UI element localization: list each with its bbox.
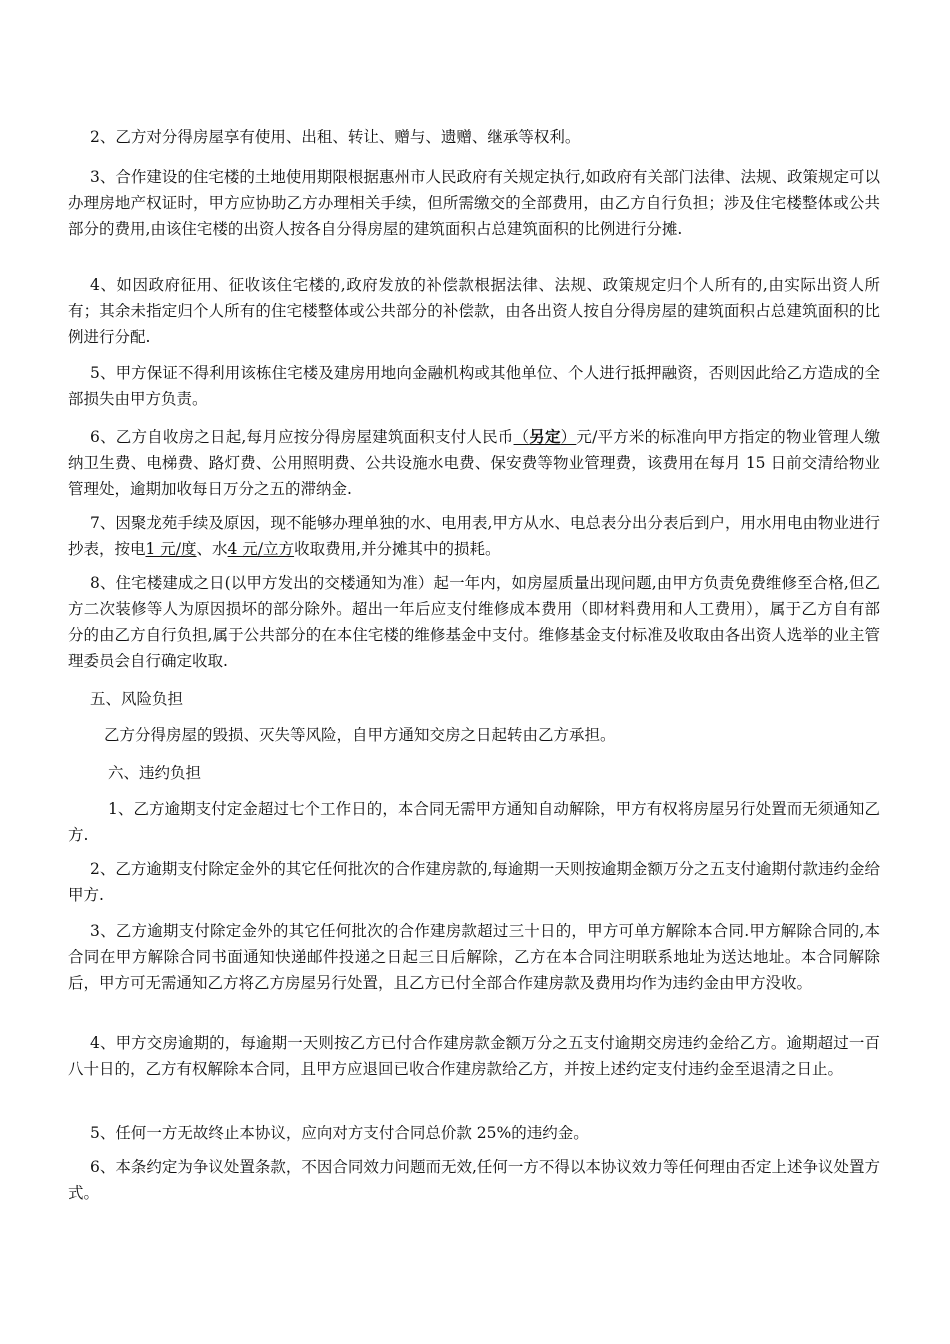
section-5-heading: 五、风险负担 bbox=[90, 690, 184, 708]
clause-6-fee-close: ） bbox=[560, 428, 577, 446]
clause-4-compensation: 4、如因政府征用、征收该住宅楼的,政府发放的补偿款根据法律、法规、政策规定归个人所有的,由实际出资人所有；其余未指定归个人所有的住宅楼整体或公共部分的补偿款，由各出资人按自分得房屋的建筑面积占总建筑面积的比例进行分配. bbox=[68, 276, 880, 346]
clause-7-text-a: 7、因聚龙苑手续及原因，现不能够办理单独的水、电用表,甲方从水、电总表分出分表后到户，用水用电由物业进行抄表，按电 bbox=[68, 514, 880, 558]
section-6-heading: 六、违约负担 bbox=[108, 764, 202, 782]
clause-6-fee-open: （ bbox=[513, 428, 530, 446]
clause-2-rights: 2、乙方对分得房屋享有使用、出租、转让、赠与、遗赠、继承等权利。 bbox=[90, 128, 581, 146]
clause-7-water-rate: 4 元/立方 bbox=[227, 540, 295, 558]
clause-3-land-use: 3、合作建设的住宅楼的土地使用期限根据惠州市人民政府有关规定执行,如政府有关部门法律、法规、政策规定可以办理房地产权证时，甲方应协助乙方办理相关手续，但所需缴交的全部费用，由乙方自行负担；涉及住宅楼整体或公共部分的费用,由该住宅楼的出资人按各自分得房屋的建筑面积占总建筑面积的比例进行分摊. bbox=[68, 168, 880, 238]
clause-6-property-fee bbox=[68, 424, 880, 502]
breach-clause-1: 1、乙方逾期支付定金超过七个工作日的，本合同无需甲方通知自动解除，甲方有权将房屋另行处置而无须通知乙方. bbox=[68, 800, 880, 844]
clause-6-text-b: 元/平方米的标准向甲方指定的物业管理人缴纳卫生费、电梯费、路灯费、公用照明费、公共设施水电费、保安费等物业管理费，该费用在每月 15 日前交清给物业管理处，逾期加收每日万分之五的滞纳金. bbox=[68, 428, 880, 498]
clause-7-electric-rate: 1 元/度 bbox=[145, 540, 197, 558]
clause-6-fee-blank bbox=[514, 428, 577, 446]
clause-8-warranty: 8、住宅楼建成之日(以甲方发出的交楼通知为准）起一年内，如房屋质量出现问题,由甲方负责免费维修至合格,但乙方二次装修等人为原因损坏的部分除外。超出一年后应支付维修成本费用（即材料费用和人工费用），属于乙方自有部分的由乙方自行负担,属于公共部分的在本住宅楼的维修基金中支付。维修基金支付标准及收取由各出资人选举的业主管理委员会自行确定收取. bbox=[68, 574, 880, 670]
clause-6-text-a: 6、乙方自收房之日起,每月应按分得房屋建筑面积支付人民币 bbox=[90, 428, 514, 446]
breach-clause-4: 4、甲方交房逾期的，每逾期一天则按乙方已付合作建房款金额万分之五支付逾期交房违约金给乙方。逾期超过一百八十日的，乙方有权解除本合同，且甲方应退回已收合作建房款给乙方，并按上述约定支付违约金至退清之日止。 bbox=[68, 1034, 880, 1078]
breach-clause-3: 3、乙方逾期支付除定金外的其它任何批次的合作建房款超过三十日的，甲方可单方解除本合同.甲方解除合同的,本合同在甲方解除合同书面通知快递邮件投递之日起三日后解除，乙方在本合同注明联系地址为送达地址。本合同解除后，甲方可无需通知乙方将乙方房屋另行处置，且乙方已付全部合作建房款及费用均作为违约金由甲方没收。 bbox=[68, 922, 880, 992]
risk-clause: 乙方分得房屋的毁损、灭失等风险，自甲方通知交房之日起转由乙方承担。 bbox=[104, 726, 616, 744]
clause-7-utilities bbox=[68, 510, 880, 562]
breach-clause-2: 2、乙方逾期支付除定金外的其它任何批次的合作建房款的,每逾期一天则按逾期金额万分之五支付逾期付款违约金给甲方. bbox=[68, 860, 880, 904]
breach-clause-6: 6、本条约定为争议处置条款，不因合同效力问题而无效,任何一方不得以本协议效力等任何理由否定上述争议处置方式。 bbox=[68, 1158, 880, 1202]
clause-7-text-c: 收取费用,并分摊其中的损耗。 bbox=[294, 540, 501, 558]
clause-5-mortgage: 5、甲方保证不得利用该栋住宅楼及建房用地向金融机构或其他单位、个人进行抵押融资，否则因此给乙方造成的全部损失由甲方负责。 bbox=[68, 364, 880, 408]
clause-7-text-b: 、水 bbox=[196, 540, 228, 558]
breach-clause-5: 5、任何一方无故终止本协议，应向对方支付合同总价款 25%的违约金。 bbox=[90, 1124, 589, 1142]
clause-6-fee-value: 另定 bbox=[529, 427, 561, 446]
